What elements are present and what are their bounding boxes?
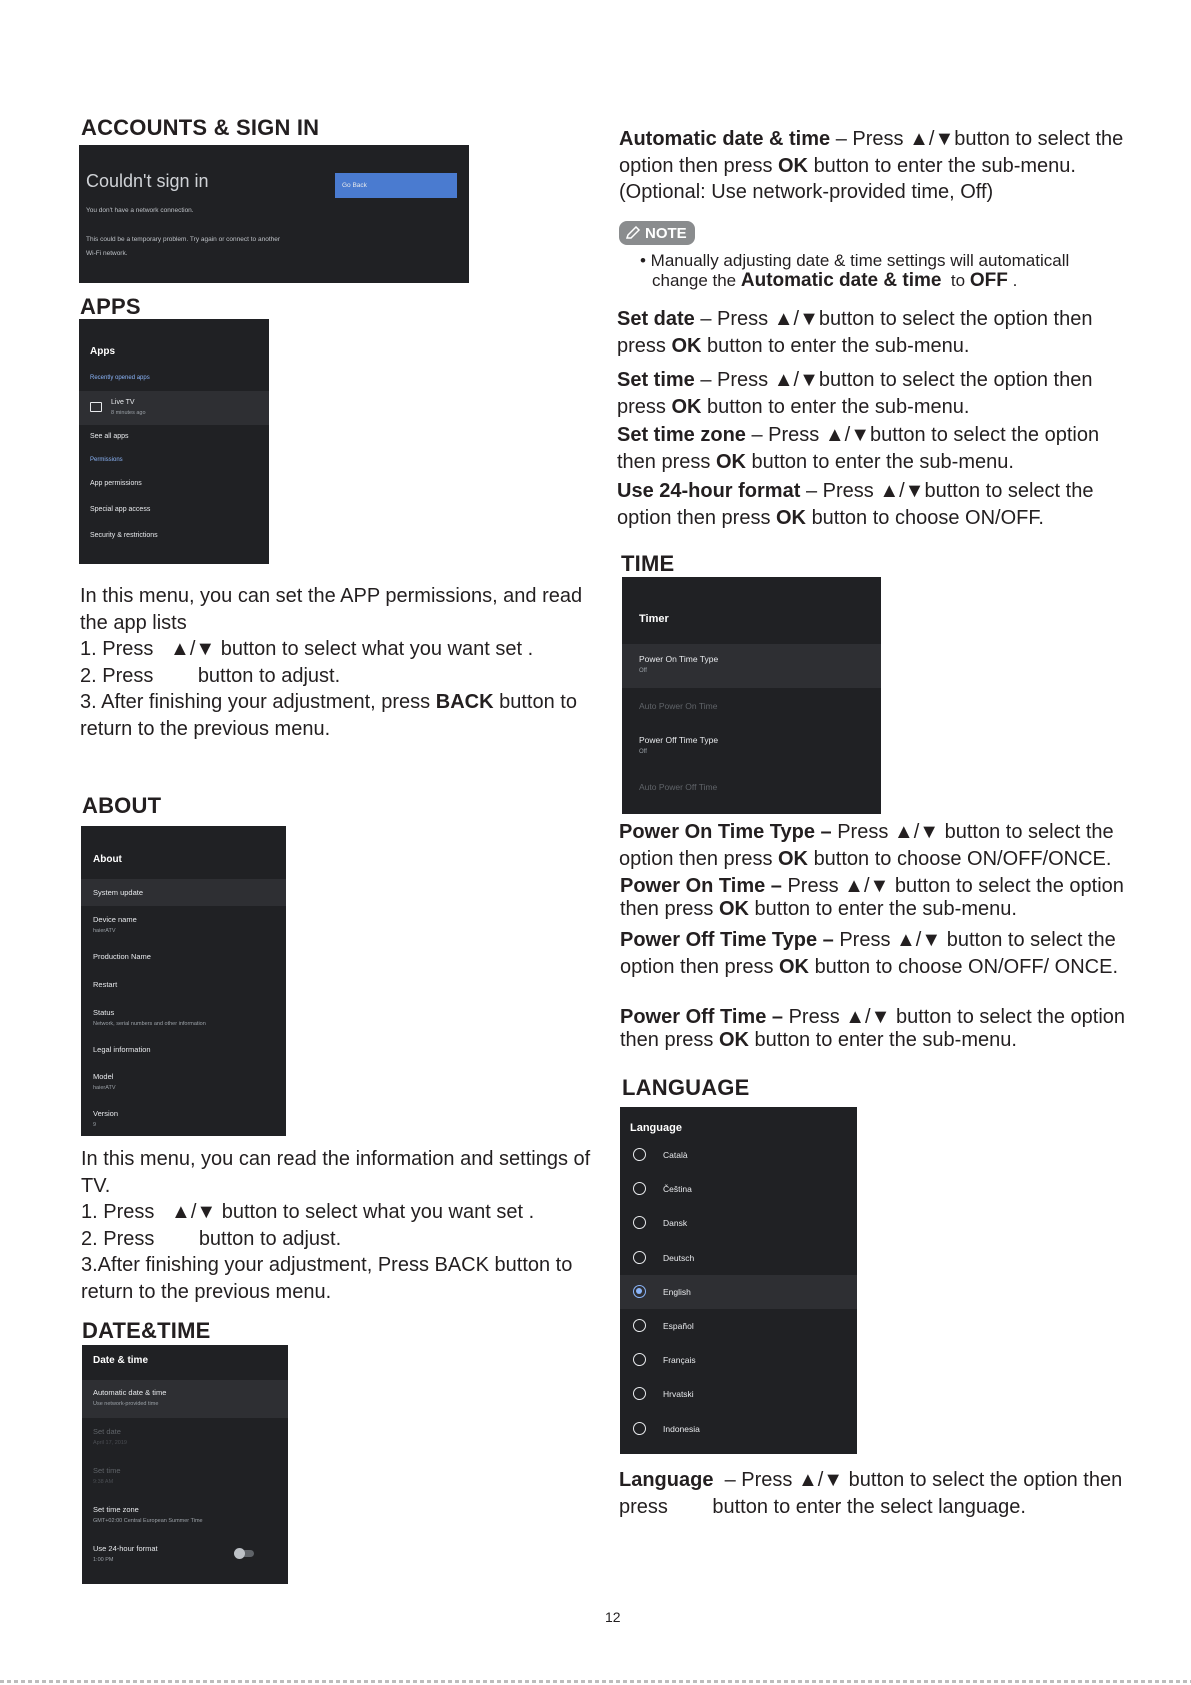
time-heading: TIME (621, 551, 675, 576)
apps-step1: 1. Press ▲/▼ button to select what you want set . (80, 638, 534, 660)
language-option-label: Dansk (663, 1218, 688, 1229)
production-name-label[interactable]: Production Name (93, 952, 151, 961)
radio-icon (633, 1353, 646, 1366)
radio-icon (633, 1319, 646, 1332)
power-off-type-sub: Off (639, 749, 647, 755)
auto-power-on-label: Auto Power On Time (639, 701, 718, 711)
language-option-label: English (663, 1286, 691, 1297)
set-date-label: Set date (93, 1427, 121, 1436)
model-label[interactable]: Model (93, 1072, 114, 1081)
permissions-header: Permissions (90, 457, 123, 463)
auto-optional: (Optional: Use network-provided time, Off) (619, 181, 994, 203)
about-screen-title: About (93, 854, 122, 865)
accounts-line2: This could be a temporary problem. Try again or connect to another (86, 236, 281, 243)
set-date-description: Set date – Press ▲/▼button to select the option then press OK button to enter the sub-menu. (617, 308, 1093, 357)
power-off-type-description: Power Off Time Type – Press ▲/▼ button to select the option then press OK button to choose ON/OFF/ ONCE. (620, 929, 1119, 978)
radio-icon (633, 1422, 646, 1435)
system-update-label: System update (93, 888, 144, 897)
use24-toggle[interactable] (236, 1550, 254, 1557)
language-option-label: Indonesia (663, 1423, 700, 1434)
app-permissions[interactable]: App permissions (90, 480, 142, 487)
set-time-description: Set time – Press ▲/▼button to select the option then press OK button to enter the sub-menu. (617, 369, 1093, 418)
power-on-type-sub: Off (639, 668, 647, 674)
language-option[interactable] (620, 1343, 857, 1377)
power-off-time-description: Power Off Time – Press ▲/▼ button to select the option then press OK button to enter the sub-menu. (620, 1006, 1126, 1051)
about-screen (81, 826, 286, 1136)
accounts-line3: Wi-Fi network. (86, 250, 128, 257)
apps-step2: 2. Press button to adjust. (80, 664, 341, 687)
system-update-item[interactable] (81, 879, 286, 906)
about-step3: 3.After finishing your adjustment, Press BACK button to return to the previous menu. (81, 1254, 573, 1303)
language-option-label: Español (663, 1321, 694, 1331)
radio-selected-icon (633, 1285, 646, 1298)
device-name-label[interactable]: Device name (93, 915, 137, 924)
timer-screen (622, 577, 881, 814)
note-line2: change the Automatic date & time to OFF . (652, 270, 1018, 291)
power-on-type-label: Power On Time Type (639, 654, 719, 664)
language-option[interactable] (620, 1172, 857, 1206)
pencil-icon (625, 226, 641, 240)
accounts-screen (79, 145, 469, 283)
note-badge: NOTE (619, 221, 695, 245)
about-description (81, 1146, 591, 1305)
datetime-heading: DATE&TIME (82, 1318, 211, 1343)
device-name-sub: haierATV (93, 928, 116, 934)
status-label[interactable]: Status (93, 1008, 115, 1017)
accounts-screen-title: Couldn't sign in (86, 171, 209, 191)
legal-label[interactable]: Legal information (93, 1045, 151, 1054)
power-on-type-description: Power On Time Type – Press ▲/▼ button to select the option then press OK button to choose ON/OFF/ONCE. (619, 821, 1114, 870)
security-restrictions[interactable]: Security & restrictions (90, 532, 158, 539)
auto-datetime-sub: Use network-provided time (93, 1401, 159, 1407)
language-description: Language – Press ▲/▼ button to select the option then press button to enter the select language. (619, 1469, 1123, 1518)
power-on-time-description: Power On Time – Press ▲/▼ button to select the option then press OK button to enter the sub-menu. (620, 875, 1124, 920)
language-option-label: Čeština (663, 1184, 692, 1195)
live-tv-label: Live TV (111, 399, 135, 406)
about-step1: 1. Press ▲/▼ button to select what you want set . (81, 1201, 535, 1223)
see-all-apps[interactable]: See all apps (90, 433, 129, 440)
toggle-knob (234, 1548, 245, 1559)
model-sub: haierATV (93, 1085, 116, 1091)
version-label[interactable]: Version (93, 1109, 119, 1118)
apps-step3: 3. After finishing your adjustment, press BACK button to return to the previous menu. (80, 691, 577, 740)
apps-screen-title: Apps (90, 346, 115, 357)
use24-description: Use 24-hour format – Press ▲/▼button to select the option then press OK button to choose ON/OFF. (617, 480, 1094, 529)
language-option-label: Català (663, 1150, 688, 1160)
status-sub: Network, serial numbers and other information (93, 1021, 206, 1027)
note-text (640, 251, 1160, 291)
auto-datetime-item[interactable] (82, 1380, 288, 1418)
set-date-sub: April 17, 2019 (93, 1440, 127, 1446)
language-option[interactable] (620, 1309, 857, 1343)
live-tv-item[interactable] (79, 391, 269, 425)
version-sub: 9 (93, 1122, 97, 1128)
page-number: 12 (605, 1609, 621, 1625)
language-option-label: Deutsch (663, 1252, 695, 1263)
language-screen (620, 1107, 857, 1454)
power-off-type-label[interactable]: Power Off Time Type (639, 735, 719, 745)
radio-icon (633, 1148, 646, 1161)
apps-description (80, 583, 590, 742)
language-option[interactable] (620, 1412, 857, 1446)
datetime-screen-title: Date & time (93, 1355, 149, 1366)
apps-heading: APPS (80, 294, 141, 319)
auto-datetime-label: Automatic date & time (93, 1388, 167, 1397)
about-heading: ABOUT (82, 793, 162, 818)
language-heading: LANGUAGE (622, 1075, 750, 1100)
language-option[interactable] (620, 1138, 857, 1172)
auto-power-off-label: Auto Power Off Time (639, 782, 718, 792)
accounts-heading: ACCOUNTS & SIGN IN (81, 115, 320, 140)
language-option-label: Hrvatski (663, 1389, 694, 1400)
auto-line: Automatic date & time – Press ▲/▼button to select the option then press OK button to enter the sub-menu. (619, 128, 1124, 177)
use24-label[interactable]: Use 24-hour format (93, 1544, 158, 1553)
special-app-access[interactable]: Special app access (90, 506, 151, 513)
apps-screen (79, 319, 269, 564)
language-screen-title: Language (630, 1122, 682, 1134)
tv-icon (90, 402, 102, 412)
accounts-line1: You don't have a network connection. (86, 207, 194, 214)
live-tv-sub: 8 minutes ago (111, 410, 146, 416)
go-back-button[interactable]: Go Back (335, 173, 457, 198)
scan-edge (0, 1680, 1191, 1683)
radio-icon (633, 1251, 646, 1264)
about-step2: 2. Press button to adjust. (81, 1227, 342, 1250)
radio-icon (633, 1216, 646, 1229)
note-line1: • Manually adjusting date & time settings will automaticall (640, 251, 1070, 270)
auto-datetime-description (619, 126, 1139, 206)
language-option[interactable] (620, 1377, 857, 1411)
language-option[interactable] (620, 1241, 857, 1275)
about-intro: In this menu, you can read the information and settings of TV. (81, 1148, 591, 1197)
language-option-label: Français (663, 1355, 696, 1366)
timer-screen-title: Timer (639, 613, 669, 625)
language-option[interactable] (620, 1275, 857, 1309)
apps-intro: In this menu, you can set the APP permissions, and read the app lists (80, 585, 583, 634)
datetime-screen (82, 1345, 288, 1584)
set-time-sub: 9:38 AM (93, 1479, 114, 1485)
use24-sub: 1:00 PM (93, 1557, 114, 1563)
radio-icon (633, 1182, 646, 1195)
set-time-label: Set time (93, 1466, 121, 1475)
restart-label[interactable]: Restart (93, 980, 118, 989)
recent-apps-header: Recently opened apps (90, 375, 150, 381)
set-zone-sub: GMT+02:00 Central European Summer Time (93, 1518, 203, 1524)
set-zone-description: Set time zone – Press ▲/▼button to select the option then press OK button to enter the sub-menu. (617, 424, 1100, 473)
set-zone-label[interactable]: Set time zone (93, 1505, 139, 1514)
power-on-type-item[interactable] (622, 644, 881, 688)
radio-icon (633, 1387, 646, 1400)
language-option[interactable] (620, 1206, 857, 1240)
